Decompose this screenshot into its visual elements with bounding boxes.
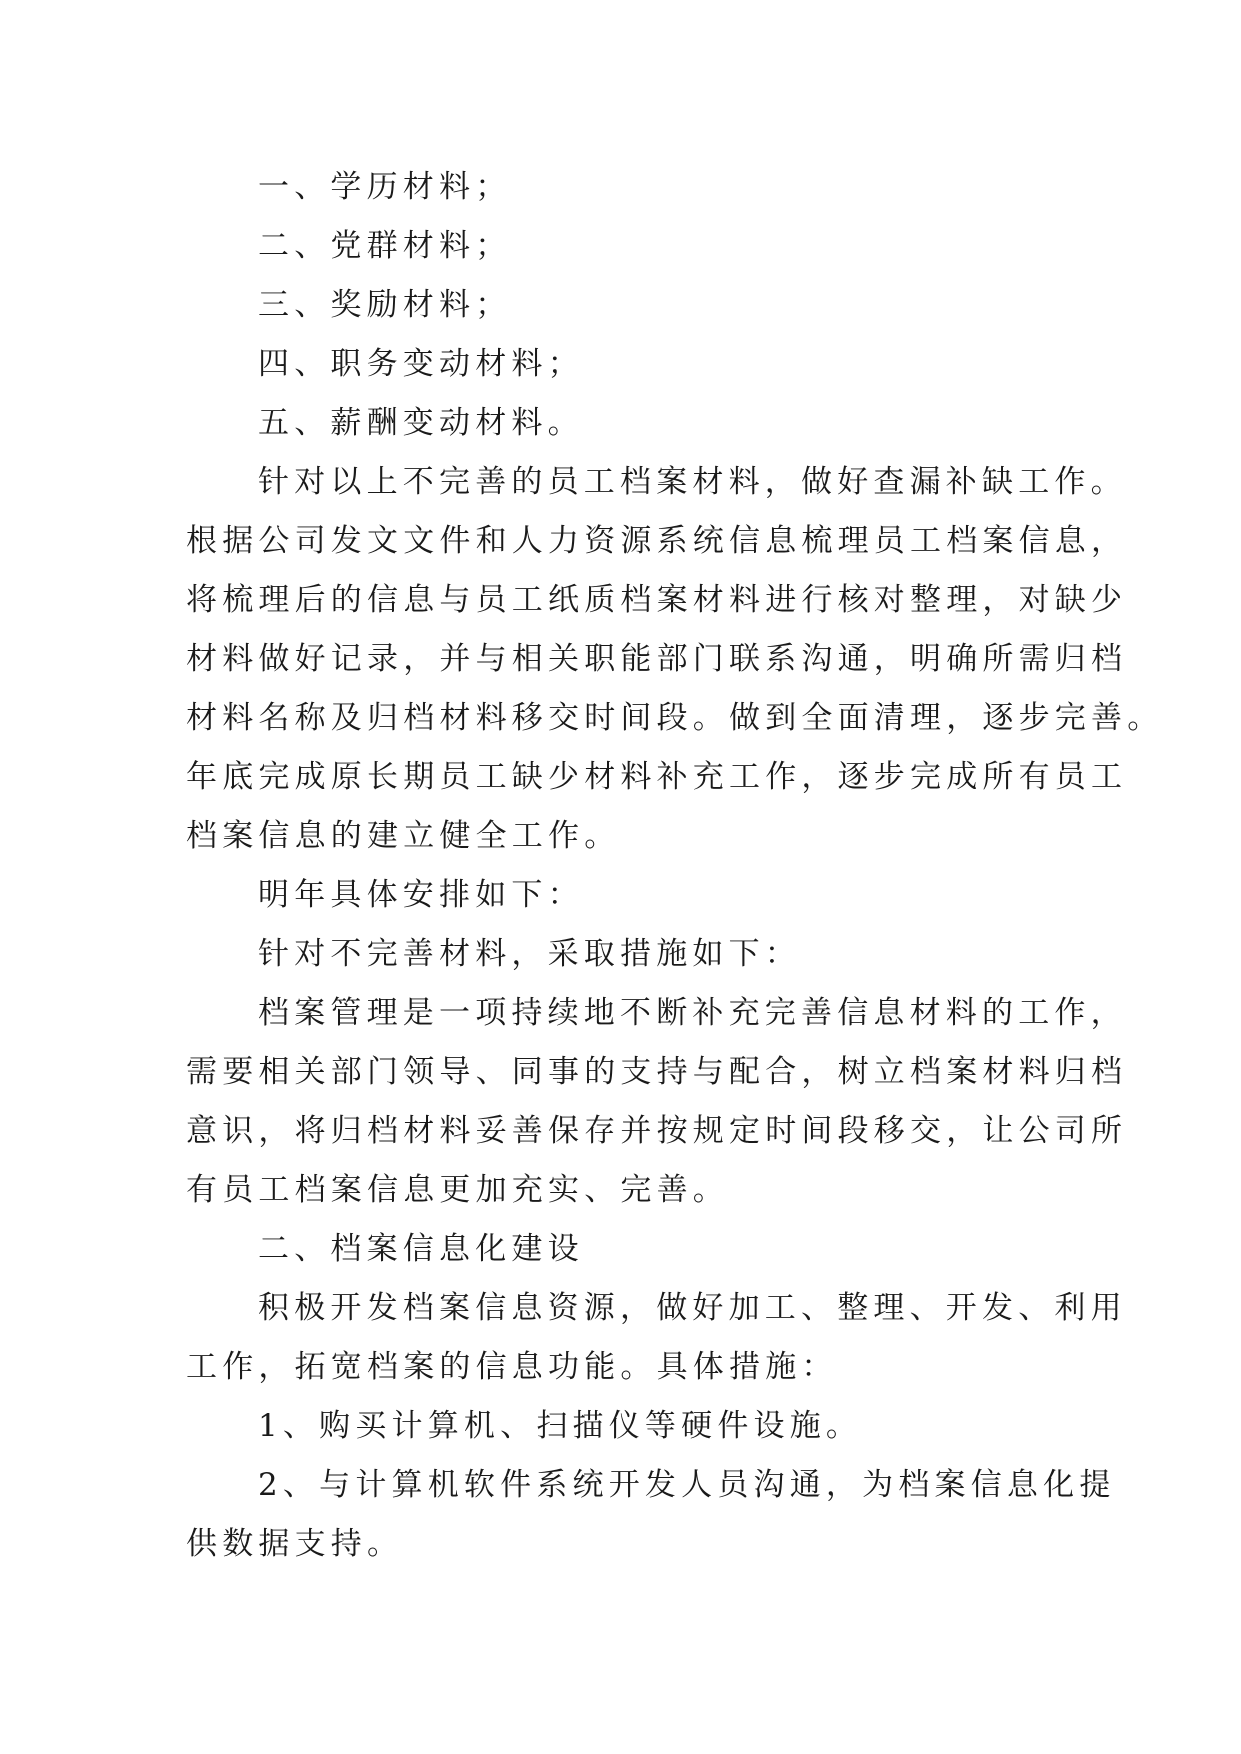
paragraph-line: 根据公司发文文件和人力资源系统信息梳理员工档案信息， bbox=[186, 523, 1128, 559]
paragraph-line: 材料做好记录，并与相关职能部门联系沟通，明确所需归档 bbox=[186, 641, 1128, 677]
paragraph-line: 年底完成原长期员工缺少材料补充工作，逐步完成所有员工 bbox=[186, 759, 1128, 795]
paragraph-line: 意识，将归档材料妥善保存并按规定时间段移交，让公司所 bbox=[186, 1113, 1128, 1149]
paragraph-line: 档案管理是一项持续地不断补充完善信息材料的工作， bbox=[258, 995, 1127, 1031]
list-item-party: 二、党群材料； bbox=[258, 228, 512, 264]
list-item-salary-change: 五、薪酬变动材料。 bbox=[258, 405, 584, 441]
paragraph-line: 针对不完善材料，采取措施如下： bbox=[258, 936, 801, 972]
measure-item-hardware: 1、购买计算机、扫描仪等硬件设施。 bbox=[258, 1408, 863, 1444]
measure-item-software: 2、与计算机软件系统开发人员沟通，为档案信息化提 bbox=[258, 1467, 1116, 1503]
paragraph-line: 工作，拓宽档案的信息功能。具体措施： bbox=[186, 1349, 838, 1385]
paragraph-line: 档案信息的建立健全工作。 bbox=[186, 818, 621, 854]
paragraph-line: 针对以上不完善的员工档案材料，做好查漏补缺工作。 bbox=[258, 464, 1127, 500]
paragraph-line: 积极开发档案信息资源，做好加工、整理、开发、利用 bbox=[258, 1290, 1127, 1326]
list-item-awards: 三、奖励材料； bbox=[258, 287, 512, 323]
list-item-position-change: 四、职务变动材料； bbox=[258, 346, 584, 382]
paragraph-line: 材料名称及归档材料移交时间段。做到全面清理，逐步完善。 bbox=[186, 700, 1164, 736]
document-body bbox=[186, 158, 1164, 1574]
paragraph-line: 供数据支持。 bbox=[186, 1526, 404, 1562]
paragraph-line: 将梳理后的信息与员工纸质档案材料进行核对整理，对缺少 bbox=[186, 582, 1128, 618]
paragraph-line: 有员工档案信息更加充实、完善。 bbox=[186, 1172, 729, 1208]
section-heading: 二、档案信息化建设 bbox=[258, 1231, 584, 1267]
list-item-education: 一、学历材料； bbox=[258, 169, 512, 205]
paragraph-line: 明年具体安排如下： bbox=[258, 877, 584, 913]
paragraph-line: 需要相关部门领导、同事的支持与配合，树立档案材料归档 bbox=[186, 1054, 1128, 1090]
